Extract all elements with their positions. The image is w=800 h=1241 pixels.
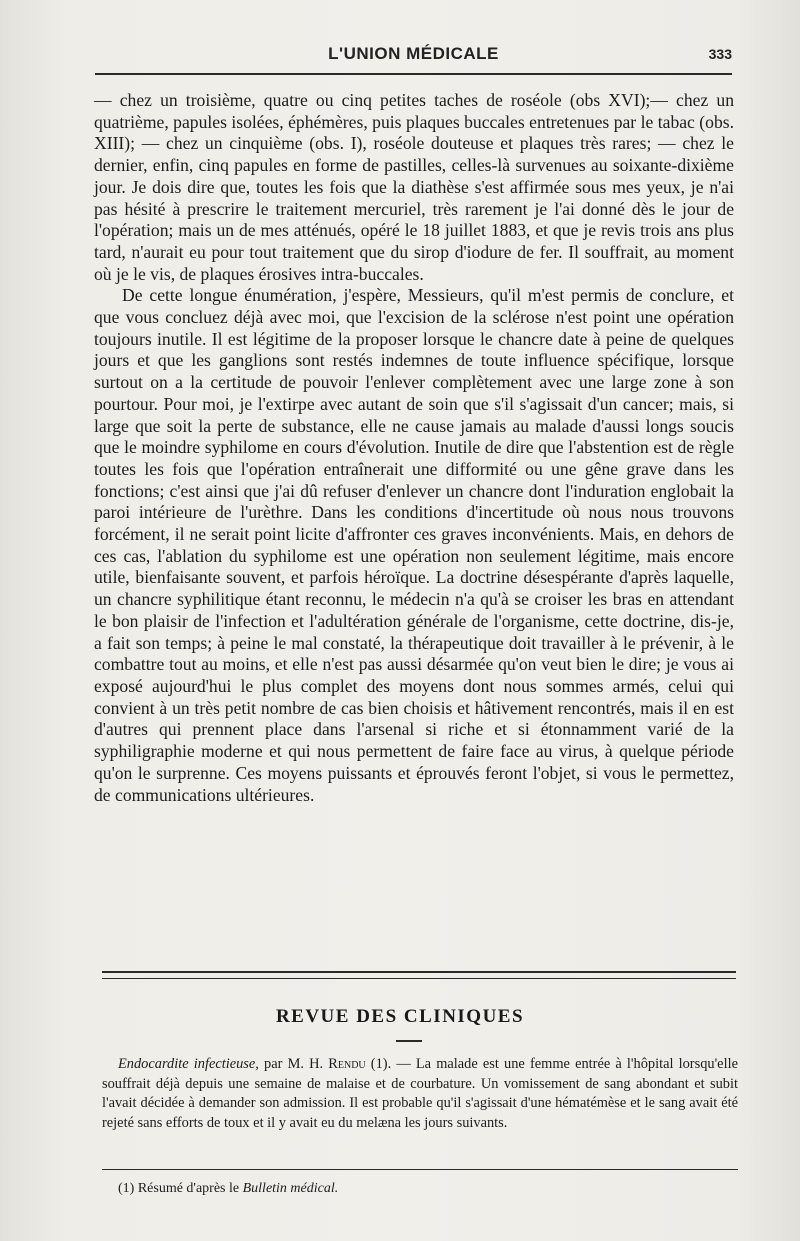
header-rule [95,73,732,75]
title-ornament [396,1040,422,1042]
paragraph: — chez un troisième, quatre ou cinq petites taches de roséole (obs XVI);— chez un quatrième, papules isolées, éphémères, puis plaques buccales entretenues par le tabac (obs. XIII); — chez un cinquième (obs. I), roséole douteuse et plaques très rares; — chez le dernier, enfin, cinq papules en forme de pastilles, celles-là survenues au soixante-dixième jour. Je dois dire que, toutes les fois que la diathèse s'est affirmée sous mes yeux, je n'ai pas hésité à prescrire le traitement mercuriel, très rarement je l'ai donné dès le jour de l'opération; mais un de mes atténués, opéré le 18 juillet 1883, et que je revis trois ans plus tard, n'aurait eu pour tout traitement que du sirop d'iodure de fer. Il souffrait, au moment où je le vis, de plaques érosives intra-buccales. [94,90,734,284]
running-title: L'UNION MÉDICALE [328,44,499,63]
section-divider [102,971,736,979]
footnote [118,1180,338,1198]
clinic-review-text [102,1055,738,1134]
main-text [94,90,734,806]
paragraph: De cette longue énumération, j'espère, Messieurs, qu'il m'est permis de conclure, et que vous concluez déjà avec moi, que l'excision de la sclérose n'est point une opération toujours inutile. Il est légitime de la proposer lorsque le chancre date à peine de quelques jours et que les ganglions sont restés indemnes de toute influence spécifique, lorsque surtout on a la certitude de pouvoir l'enlever complètement avec une large zone à son pourtour. Pour moi, je l'extirpe avec autant de soin que s'il s'agissait d'un cancer; mais, si large que soit la perte de substance, elle ne cause jamais au malade d'aussi longs soucis que le moindre syphilome en cours d'évolution. Inutile de dire que l'abstention est de règle toutes les fois que l'opération entraînerait une difformité ou une gêne grave dans les fonctions; c'est ainsi que j'ai dû refuser d'enlever un chancre dont l'induration englobait la paroi intérieure de l'urèthre. Dans les conditions d'incertitude où nous nous trouvons forcément, il ne serait point licite d'affronter ces graves inconvénients. Mais, en dehors de ces cas, l'ablation du syphilome est une opération non seulement légitime, mais encore utile, bienfaisante souvent, et parfois héroïque. La doctrine désespérante d'après laquelle, un chancre syphilitique étant reconnu, le médecin n'a qu'à se croiser les bras en attendant le bon plaisir de l'infection et l'adultération générale de l'organisme, cette doctrine, dis-je, a fait son temps; à peine le mal constaté, la thérapeutique doit travailler à le prévenir, à le combattre tout au moins, et elle n'est pas aussi désarmée qu'on veut bien le dire; je vous ai exposé aujourd'hui le plus complet des moyens dont nous sommes armés, celui qui convient à un très petit nombre de cas bien choisis et hâtivement rencontrés, mais il en est d'autres qui prennent place dans l'arsenal si riche et si étonnamment varié de la syphiligraphie moderne et qui nous permettent de faire face au virus, à quelque période qu'on le surprenne. Ces moyens puissants et éprouvés feront l'objet, si vous le permettez, de communications ultérieures. [94,285,734,805]
footnote-reference: (1). [370,1056,392,1072]
author-prefix: par M. H. [264,1056,324,1072]
case-text: — La malade est une femme entrée à l'hôpital lorsqu'elle souffrait déjà depuis une semaine de malaise et de courbature. Un vomissement de sang abondant et subit l'avait décidée à demander son admission. Il est probable qu'il s'agissait d'une hématémèse et le sang avait été rejeté sans efforts de toux et il y avait eu du melæna les jours suivants. [102,1056,738,1132]
running-head [95,44,732,72]
case-title: Endocardite infectieuse, [118,1056,259,1072]
section-title: REVUE DES CLINIQUES [275,1006,525,1027]
footnote-text: Résumé d'après le [137,1181,240,1196]
page-number: 333 [708,46,732,62]
footnote-source: Bulletin médical. [242,1181,339,1196]
footnote-marker: (1) [118,1181,135,1196]
footnote-rule [102,1169,738,1170]
clinic-paragraph [102,1055,738,1134]
author-name: Rendu [328,1056,366,1072]
